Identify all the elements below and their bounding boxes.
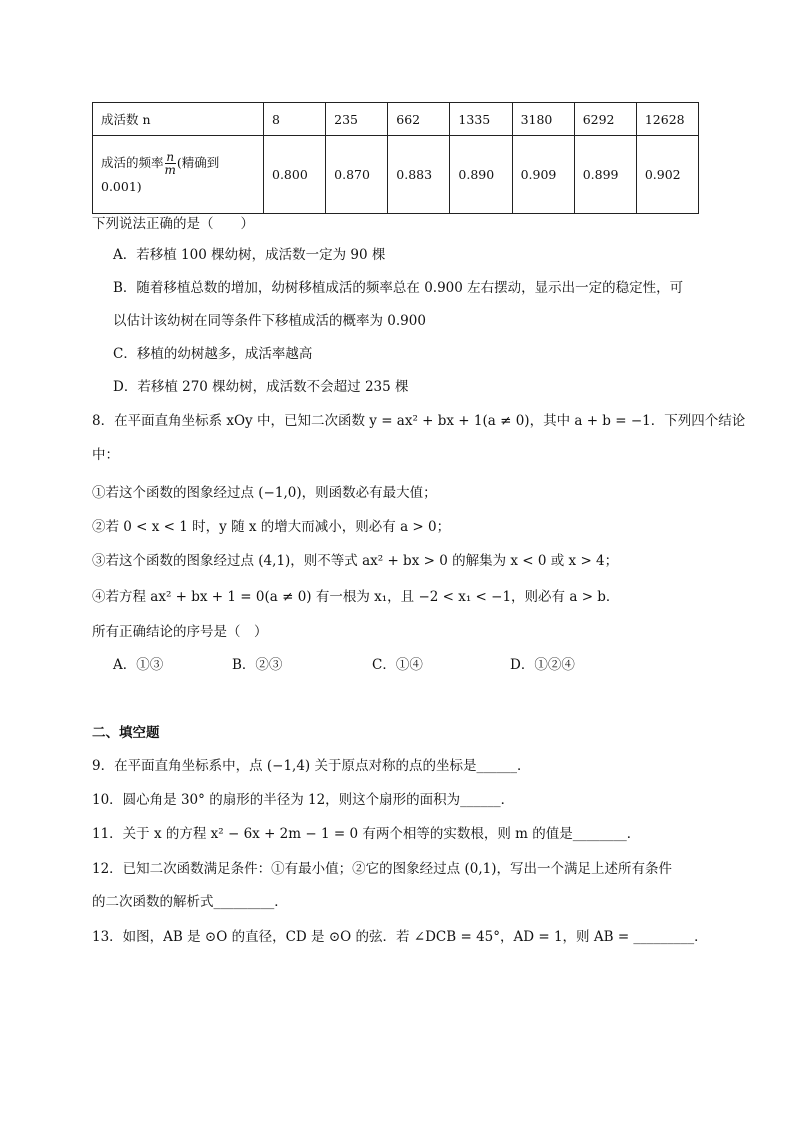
- table-row-survival-frequency: [93, 136, 699, 214]
- q7-prompt: 下列说法正确的是（ ）: [92, 216, 254, 232]
- table-row-label: [93, 136, 264, 214]
- q12-line2: 的二次函数的解析式_________．: [92, 894, 288, 910]
- survival-frequency-table: [92, 102, 699, 214]
- label-text: 成活的频率: [101, 155, 164, 170]
- section-heading-fill-in: 二、填空题: [92, 725, 160, 741]
- table-cell: 3180: [512, 103, 574, 136]
- q11: 11．关于 x 的方程 x² − 6x + 2m − 1 = 0 有两个相等的实数根，则 m 的值是________．: [92, 826, 641, 842]
- q7-option-b-line1: B．随着移植总数的增加，幼树移植成活的频率总在 0.900 左右摆动，显示出一定的稳定性，可: [113, 280, 684, 296]
- table-cell: 0.870: [326, 136, 388, 214]
- q7-option-a: A．若移植 100 棵幼树，成活数一定为 90 棵: [113, 247, 386, 263]
- q8-statement-4: ④若方程 ax² + bx + 1 = 0(a ≠ 0) 有一根为 x₁，且 −2 < x₁ < −1，则必有 a > b．: [92, 589, 620, 605]
- table-cell: 0.899: [574, 136, 636, 214]
- q8-option-b: B．②③: [232, 657, 283, 673]
- q8-stem-line1: 8．在平面直角坐标系 xOy 中，已知二次函数 y = ax² + bx + 1(a ≠ 0)，其中 a + b = −1．下列四个结论: [92, 413, 746, 429]
- table-cell: 8: [264, 103, 326, 136]
- q9: 9．在平面直角坐标系中，点 (−1,4) 关于原点对称的点的坐标是______．: [92, 758, 531, 774]
- q7-option-b-line2: 以估计该幼树在同等条件下移植成活的概率为 0.900: [113, 313, 426, 329]
- label-text: (精确到: [176, 155, 220, 170]
- table-cell: 1335: [450, 103, 512, 136]
- q10: 10．圆心角是 30° 的扇形的半径为 12，则这个扇形的面积为______．: [92, 792, 515, 808]
- q8-option-c: C．①④: [372, 657, 423, 673]
- table-cell: 0.890: [450, 136, 512, 214]
- table-cell: 6292: [574, 103, 636, 136]
- q8-stem-line2: 中：: [92, 447, 119, 463]
- table-cell: 0.902: [636, 136, 698, 214]
- table-cell: 12628: [636, 103, 698, 136]
- fraction-denominator: m: [164, 163, 176, 177]
- table-cell: 662: [388, 103, 450, 136]
- table-cell: 成活数 n: [93, 103, 264, 136]
- q12-line1: 12．已知二次函数满足条件：①有最小值；②它的图象经过点 (0,1)，写出一个满足上述所有条件: [92, 861, 672, 877]
- label-text: 0.001): [101, 179, 142, 194]
- q7-option-c: C．移植的幼树越多，成活率越高: [113, 346, 313, 362]
- q8-statement-3: ③若这个函数的图象经过点 (4,1)，则不等式 ax² + bx > 0 的解集为 x < 0 或 x > 4；: [92, 553, 619, 569]
- q8-prompt: 所有正确结论的序号是（ ）: [92, 624, 268, 640]
- q8-statement-1: ①若这个函数的图象经过点 (−1,0)，则函数必有最大值；: [92, 485, 437, 501]
- q7-option-d: D．若移植 270 棵幼树，成活数不会超过 235 棵: [113, 379, 409, 395]
- q13: 13．如图，AB 是 ⊙O 的直径，CD 是 ⊙O 的弦．若 ∠DCB = 45°，AD = 1，则 AB = _________．: [92, 929, 708, 945]
- q8-option-d: D．①②④: [510, 657, 575, 673]
- q8-statement-2: ②若 0 < x < 1 时，y 随 x 的增大而减小，则必有 a > 0；: [92, 519, 451, 535]
- table-row-survival-count: [93, 103, 699, 136]
- table-cell: 235: [326, 103, 388, 136]
- q8-option-a: A．①③: [113, 657, 164, 673]
- fraction-n-over-m: [165, 151, 176, 176]
- table-cell: 0.909: [512, 136, 574, 214]
- fraction-numerator: n: [166, 150, 175, 164]
- table-cell: 0.800: [264, 136, 326, 214]
- table-cell: 0.883: [388, 136, 450, 214]
